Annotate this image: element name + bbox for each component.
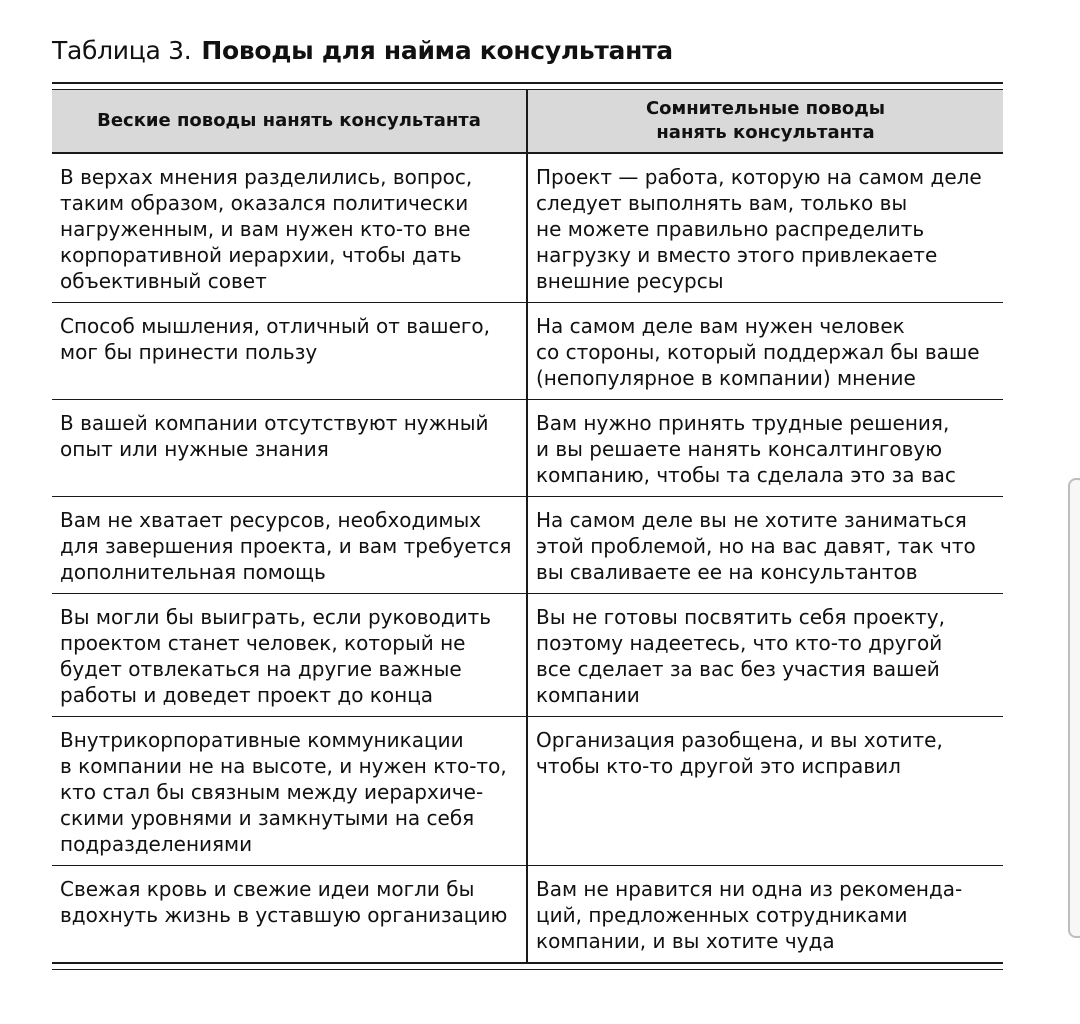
valid-reason-cell: Свежая кровь и свежие идеи могли бы вдохнуть жизнь в уставшую организацию bbox=[60, 877, 508, 927]
doubtful-reason-cell: Организация разобщена, и вы хотите, чтобы кто-то другой это исправил bbox=[527, 717, 1003, 866]
doubtful-reason-cell: На самом деле вы не хотите заниматься этой проблемой, но на вас давят, так что вы сваливаете ее на консультантов bbox=[527, 497, 1003, 594]
top-double-rule bbox=[52, 82, 1003, 90]
table-number: Таблица 3. bbox=[52, 36, 192, 65]
page-edge-scroll-handle[interactable] bbox=[1068, 478, 1080, 938]
reasons-table-container bbox=[52, 82, 1003, 970]
doubtful-reason-cell: Проект — работа, которую на самом деле следует выполнять вам, только вы не можете правильно распределить нагрузку и вместо этого привлекаете внешние ресурсы bbox=[527, 153, 1003, 303]
doubtful-reason-cell: Вы не готовы посвятить себя проекту, поэтому надеетесь, что кто-то другой все сделает за вас без участия вашей компании bbox=[527, 594, 1003, 717]
valid-reason-cell: В вашей компании отсутствуют нужный опыт или нужные знания bbox=[52, 400, 527, 497]
doubtful-reason-cell: Вам не нравится ни одна из рекоменда- ций, предложенных сотрудниками компании, и вы хотите чуда bbox=[527, 866, 1003, 963]
table-caption bbox=[52, 36, 673, 65]
header-row bbox=[52, 90, 1003, 153]
valid-reason-cell: Внутрикорпоративные коммуникации в компании не на высоте, и нужен кто-то, кто стал бы связным между иерархиче- скими уровнями и замкнутыми на себя подразделениями bbox=[52, 717, 527, 866]
bottom-double-rule bbox=[52, 962, 1003, 970]
table-row bbox=[52, 153, 1003, 303]
table-row bbox=[52, 400, 1003, 497]
table-row bbox=[52, 594, 1003, 717]
valid-reason-cell: В верхах мнения разделились, вопрос, таким образом, оказался политически нагруженным, и вам нужен кто-то вне корпоративной иерархии, чтобы дать объективный совет bbox=[52, 153, 527, 303]
reasons-table bbox=[52, 90, 1003, 962]
doubtful-reason-cell: На самом деле вам нужен человек со стороны, который поддержал бы ваше (непопулярное в компании) мнение bbox=[527, 303, 1003, 400]
header-doubtful-reasons: Сомнительные поводы нанять консультанта bbox=[527, 90, 1003, 153]
table-row bbox=[52, 866, 1003, 963]
valid-reason-cell: Способ мышления, отличный от вашего, мог бы принести пользу bbox=[52, 303, 527, 400]
header-valid-reasons: Веские поводы нанять консультанта bbox=[52, 90, 527, 153]
table-title: Поводы для найма консультанта bbox=[201, 36, 673, 65]
doubtful-reason-cell: Вам нужно принять трудные решения, и вы решаете нанять консалтинговую компанию, чтобы та сделала это за вас bbox=[527, 400, 1003, 497]
valid-reason-cell: Вам не хватает ресурсов, необходимых для завершения проекта, и вам требуется дополнительная помощь bbox=[52, 497, 527, 594]
table-row bbox=[52, 303, 1003, 400]
table-row bbox=[52, 717, 1003, 866]
valid-reason-cell: Вы могли бы выиграть, если руководить проектом станет человек, который не будет отвлекаться на другие важные работы и доведет проект до конца bbox=[52, 594, 527, 717]
table-row bbox=[52, 497, 1003, 594]
